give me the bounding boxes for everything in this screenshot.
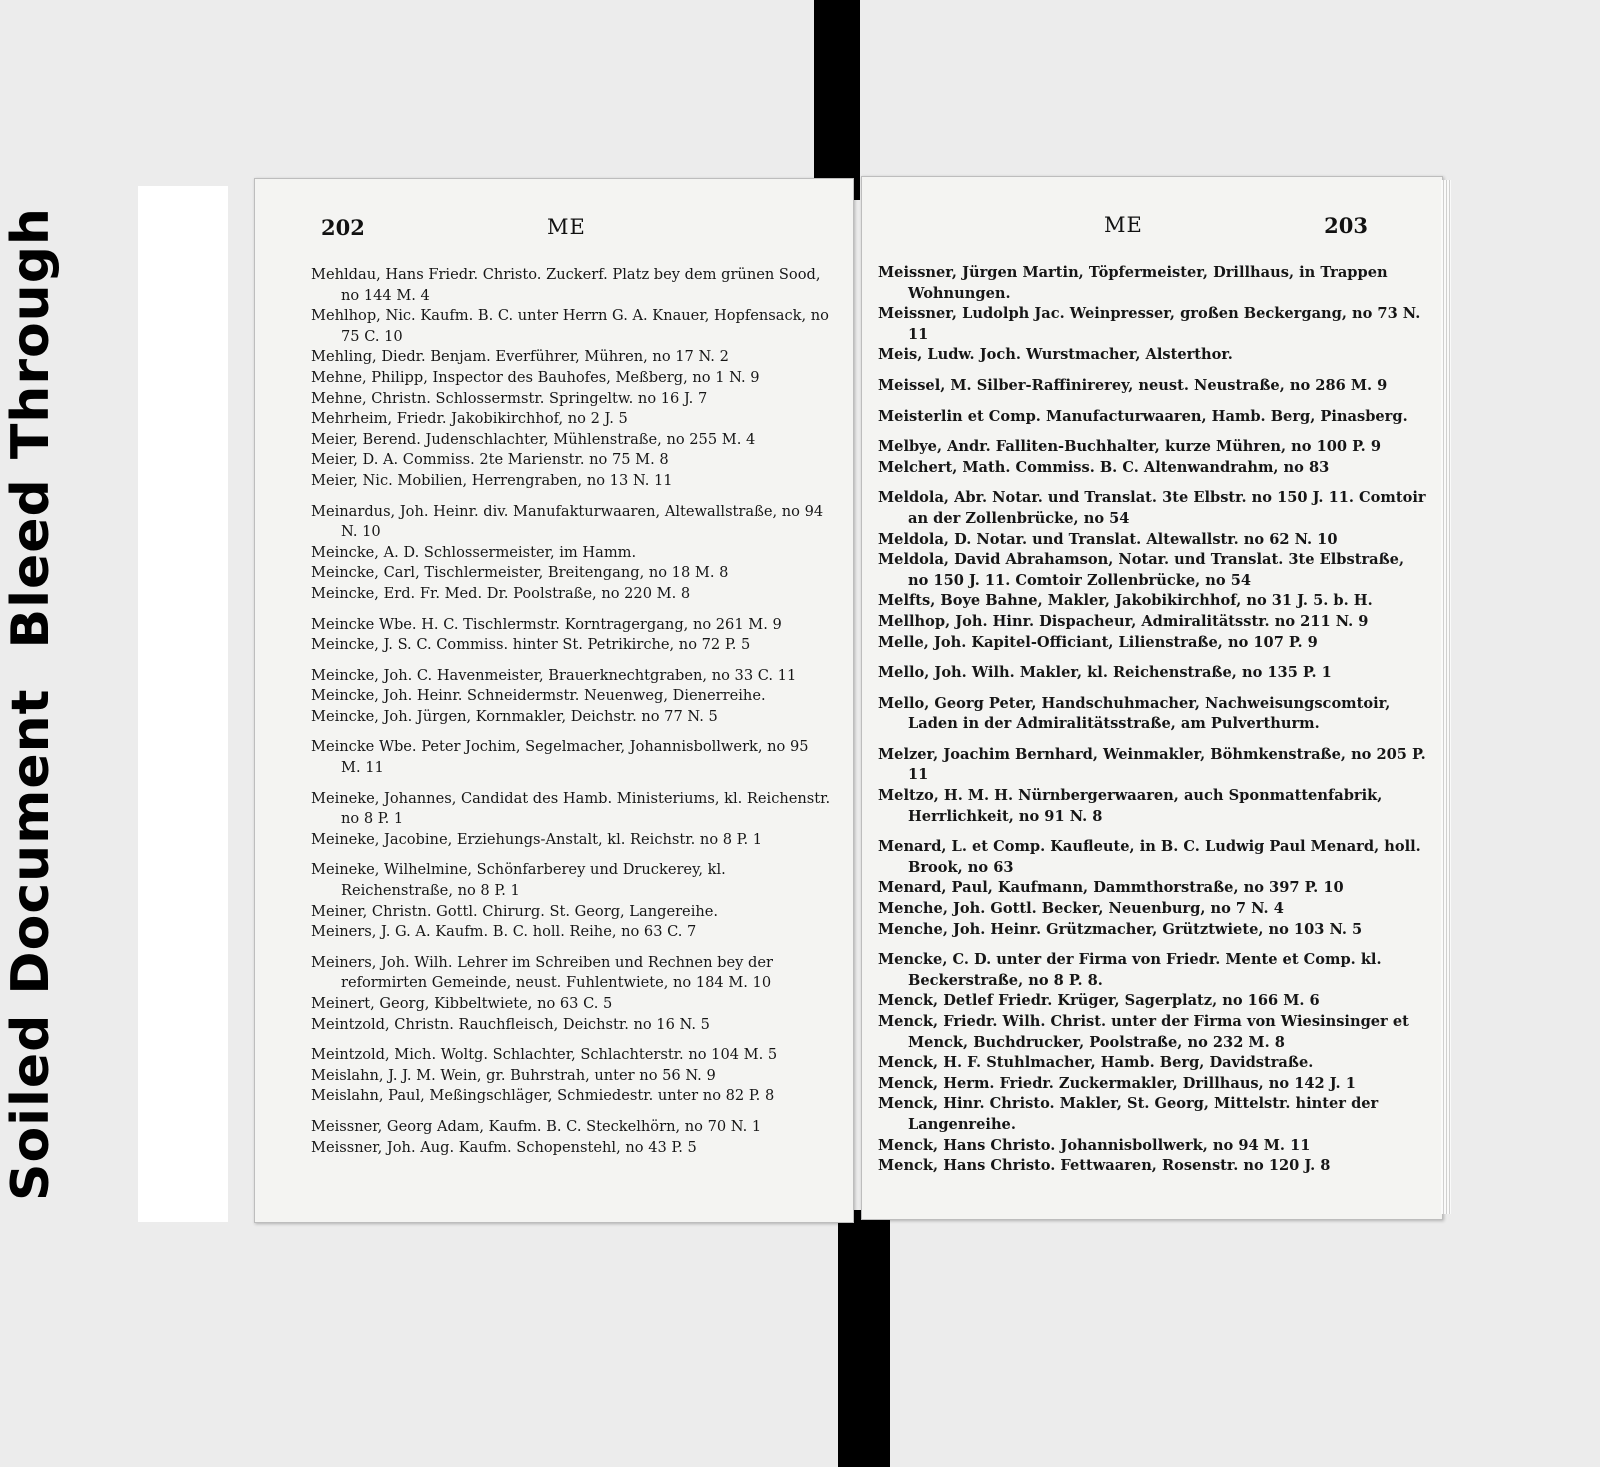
right-page-number: 203 [1324, 213, 1368, 238]
directory-entry: Mehne, Philipp, Inspector des Bauhofes, Meßberg, no 1 N. 9 [311, 368, 760, 386]
directory-entry: Meincke, Erd. Fr. Med. Dr. Poolstraße, no 220 M. 8 [311, 584, 691, 602]
directory-entry: Menche, Joh. Heinr. Grützmacher, Grütztwiete, no 103 N. 5 [878, 920, 1363, 938]
directory-entry: Menck, Hinr. Christo. Makler, St. Georg, Mittelstr. hinter der Langenreihe. [878, 1095, 1379, 1133]
directory-entry: Meincke, Carl, Tischlermeister, Breitengang, no 18 M. 8 [311, 564, 729, 582]
entry-gap [311, 1035, 831, 1045]
directory-entry: Meissner, Joh. Aug. Kaufm. Schopenstehl, no 43 P. 5 [311, 1138, 697, 1156]
directory-entry: Mencke, C. D. unter der Firma von Friedr. Mente et Comp. kl. Beckerstraße, no 8 P. 8. [878, 951, 1382, 989]
entry-gap [878, 653, 1426, 663]
directory-entry: Meincke, J. S. C. Commiss. hinter St. Petrikirche, no 72 P. 5 [311, 636, 751, 654]
directory-entry: Meintzold, Mich. Woltg. Schlachter, Schlachterstr. no 104 M. 5 [311, 1046, 778, 1064]
directory-entry: Menck, H. F. Stuhlmacher, Hamb. Berg, Davidstraße. [878, 1054, 1314, 1072]
directory-entry: Mehlhop, Nic. Kaufm. B. C. unter Herrn G. A. Knauer, Hopfensack, no 75 C. 10 [311, 307, 829, 345]
entry-gap [878, 366, 1426, 376]
directory-entry: Menck, Detlef Friedr. Krüger, Sagerplatz, no 166 M. 6 [878, 992, 1320, 1010]
left-entry-list [311, 265, 831, 1158]
directory-entry: Meincke, Joh. C. Havenmeister, Brauerknechtgraben, no 33 C. 11 [311, 666, 797, 684]
directory-entry: Meincke, A. D. Schlossermeister, im Hamm. [311, 543, 637, 561]
side-label-word-2: Document [1, 688, 61, 995]
directory-entry: Mehrheim, Friedr. Jakobikirchhof, no 2 J. 5 [311, 410, 628, 428]
page-edge [1441, 180, 1451, 1214]
directory-entry: Meinardus, Joh. Heinr. div. Manufakturwaaren, Altewallstraße, no 94 N. 10 [311, 502, 824, 541]
directory-entry: Meislahn, J. J. M. Wein, gr. Buhrstrah, unter no 56 N. 9 [311, 1066, 716, 1084]
entry-gap [878, 940, 1426, 950]
directory-entry: Mello, Joh. Wilh. Makler, kl. Reichenstraße, no 135 P. 1 [878, 664, 1332, 682]
directory-entry: Meier, Nic. Mobilien, Herrengraben, no 13 N. 11 [311, 471, 673, 489]
binding-strip-top [814, 0, 860, 200]
directory-entry: Meier, Berend. Judenschlachter, Mühlenstraße, no 255 M. 4 [311, 430, 756, 448]
entry-gap [311, 727, 831, 737]
entry-gap [878, 684, 1426, 694]
entry-gap [878, 427, 1426, 437]
directory-entry: Mehldau, Hans Friedr. Christo. Zuckerf. Platz bey dem grünen Sood, no 144 M. 4 [311, 266, 821, 304]
side-label-word-3: Bleed [1, 478, 61, 649]
entry-gap [878, 735, 1426, 745]
entry-gap [311, 779, 831, 789]
entry-gap [878, 827, 1426, 837]
entry-gap [311, 656, 831, 666]
left-running-head [255, 215, 853, 245]
right-head-letters: ME [1104, 213, 1143, 237]
directory-entry: Menck, Hans Christo. Fettwaaren, Rosenstr. no 120 J. 8 [878, 1157, 1331, 1175]
directory-entry: Melchert, Math. Commiss. B. C. Altenwandrahm, no 83 [878, 458, 1330, 476]
directory-entry: Melle, Joh. Kapitel-Officiant, Lilienstraße, no 107 P. 9 [878, 633, 1318, 651]
directory-entry: Meier, D. A. Commiss. 2te Marienstr. no 75 M. 8 [311, 451, 669, 469]
directory-entry: Melbye, Andr. Falliten-Buchhalter, kurze Mühren, no 100 P. 9 [878, 438, 1381, 456]
directory-entry: Meis, Ludw. Joch. Wurstmacher, Alsterthor. [878, 346, 1233, 364]
side-label [1, 201, 61, 1201]
directory-entry: Meiners, Joh. Wilh. Lehrer im Schreiben und Rechnen bey der reformirten Gemeinde, neust. Fuhlentwiete, no 184 M. 10 [311, 953, 773, 992]
directory-entry: Meldola, D. Notar. und Translat. Altewallstr. no 62 N. 10 [878, 530, 1338, 548]
side-label-word-4: Through [1, 207, 61, 460]
directory-entry: Menck, Friedr. Wilh. Christ. unter der Firma von Wiesinsinger et Menck, Buchdrucker, Poolstraße, no 232 M. 8 [878, 1013, 1409, 1051]
directory-entry: Meissner, Jürgen Martin, Töpfermeister, Drillhaus, in Trappen Wohnungen. [878, 264, 1388, 302]
directory-entry: Menard, L. et Comp. Kaufleute, in B. C. Ludwig Paul Menard, holl. Brook, no 63 [878, 838, 1421, 876]
directory-entry: Menche, Joh. Gottl. Becker, Neuenburg, no 7 N. 4 [878, 900, 1284, 918]
directory-entry: Menck, Herm. Friedr. Zuckermakler, Drillhaus, no 142 J. 1 [878, 1074, 1356, 1092]
left-page [254, 178, 854, 1223]
directory-entry: Mehne, Christn. Schlossermstr. Springeltw. no 16 J. 7 [311, 389, 708, 407]
right-running-head [862, 213, 1442, 243]
directory-entry: Meldola, David Abrahamson, Notar. und Translat. 3te Elbstraße, no 150 J. 11. Comtoir Zollenbrücke, no 54 [878, 551, 1405, 589]
entry-gap [311, 492, 831, 502]
directory-entry: Meineke, Jacobine, Erziehungs-Anstalt, kl. Reichstr. no 8 P. 1 [311, 830, 763, 848]
entry-gap [878, 397, 1426, 407]
side-label-word-1: Soiled [1, 1013, 61, 1201]
directory-entry: Mello, Georg Peter, Handschuhmacher, Nachweisungscomtoir, Laden in der Admiralitätsstraße, am Pulverthurm. [878, 694, 1391, 733]
directory-entry: Melzer, Joachim Bernhard, Weinmakler, Böhmkenstraße, no 205 P. 11 [878, 745, 1426, 784]
left-page-number: 202 [321, 215, 365, 240]
directory-entry: Meissel, M. Silber-Raffinirerey, neust. Neustraße, no 286 M. 9 [878, 376, 1388, 394]
entry-gap [311, 605, 831, 615]
directory-entry: Meldola, Abr. Notar. und Translat. 3te Elbstr. no 150 J. 11. Comtoir an der Zollenbrücke, no 54 [878, 489, 1426, 527]
entry-gap [311, 1107, 831, 1117]
directory-entry: Meissner, Ludolph Jac. Weinpresser, großen Beckergang, no 73 N. 11 [878, 305, 1421, 343]
directory-entry: Meislahn, Paul, Meßingschläger, Schmiedestr. unter no 82 P. 8 [311, 1087, 775, 1105]
right-entry-list [878, 263, 1426, 1177]
directory-entry: Meintzold, Christn. Rauchfleisch, Deichstr. no 16 N. 5 [311, 1015, 710, 1033]
entry-gap [311, 850, 831, 860]
entry-gap [878, 478, 1426, 488]
directory-entry: Meineke, Johannes, Candidat des Hamb. Ministeriums, kl. Reichenstr. no 8 P. 1 [311, 789, 831, 828]
left-head-letters: ME [547, 215, 586, 239]
directory-entry: Meincke Wbe. Peter Jochim, Segelmacher, Johannisbollwerk, no 95 M. 11 [311, 738, 809, 777]
directory-entry: Meineke, Wilhelmine, Schönfarberey und Druckerey, kl. Reichenstraße, no 8 P. 1 [311, 861, 726, 900]
directory-entry: Mehling, Diedr. Benjam. Everführer, Mühren, no 17 N. 2 [311, 348, 729, 366]
directory-entry: Mellhop, Joh. Hinr. Dispacheur, Admiralitätsstr. no 211 N. 9 [878, 612, 1369, 630]
directory-entry: Meinert, Georg, Kibbeltwiete, no 63 C. 5 [311, 995, 613, 1012]
directory-entry: Melfts, Boye Bahne, Makler, Jakobikirchhof, no 31 J. 5. b. H. [878, 592, 1373, 610]
binding-strip-bottom [838, 1210, 890, 1467]
directory-entry: Meiner, Christn. Gottl. Chirurg. St. Georg, Langereihe. [311, 902, 719, 920]
directory-entry: Meisterlin et Comp. Manufacturwaaren, Hamb. Berg, Pinasberg. [878, 407, 1408, 425]
directory-entry: Meincke Wbe. H. C. Tischlermstr. Korntragergang, no 261 M. 9 [311, 615, 782, 633]
directory-entry: Meincke, Joh. Jürgen, Kornmakler, Deichstr. no 77 N. 5 [311, 707, 718, 725]
directory-entry: Meiners, J. G. A. Kaufm. B. C. holl. Reihe, no 63 C. 7 [311, 923, 697, 941]
side-label-panel [138, 186, 228, 1222]
directory-entry: Meltzo, H. M. H. Nürnbergerwaaren, auch Sponmattenfabrik, Herrlichkeit, no 91 N. 8 [878, 787, 1383, 825]
directory-entry: Menard, Paul, Kaufmann, Dammthorstraße, no 397 P. 10 [878, 879, 1344, 897]
right-page [861, 176, 1443, 1220]
directory-entry: Meissner, Georg Adam, Kaufm. B. C. Steckelhörn, no 70 N. 1 [311, 1117, 762, 1135]
directory-entry: Meincke, Joh. Heinr. Schneidermstr. Neuenweg, Dienerreihe. [311, 687, 766, 705]
entry-gap [311, 943, 831, 953]
directory-entry: Menck, Hans Christo. Johannisbollwerk, no 94 M. 11 [878, 1136, 1311, 1154]
